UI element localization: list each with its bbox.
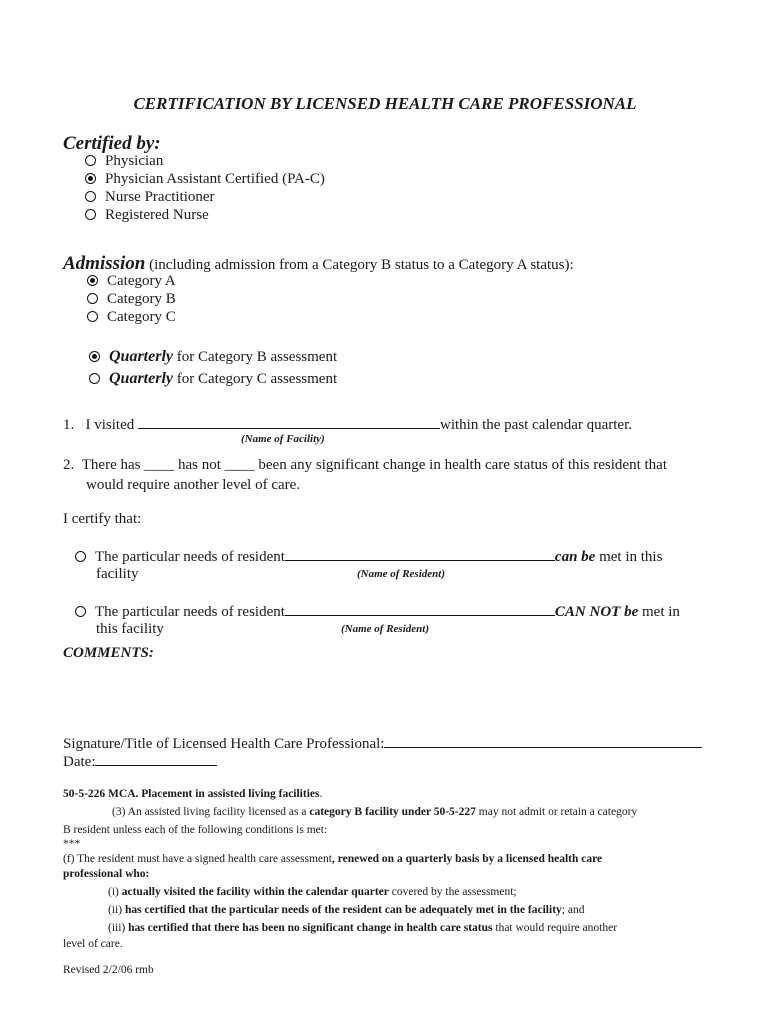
item-2-line-2: would require another level of care. bbox=[86, 477, 301, 493]
admission-heading bbox=[63, 253, 574, 275]
footer-revised: Revised 2/2/06 rmb bbox=[63, 964, 154, 976]
signature-field[interactable] bbox=[384, 734, 702, 748]
radio-icon[interactable] bbox=[87, 293, 98, 304]
resident-caption-1: (Name of Resident) bbox=[357, 568, 445, 580]
radio-icon[interactable] bbox=[85, 209, 96, 220]
certify-option-can-not-be-line-2: this facility bbox=[96, 621, 164, 637]
date-field[interactable] bbox=[95, 752, 217, 766]
statute-f-line-1: (f) The resident must have a signed health care assessment, renewed on a quarterly basis by a licensed health care bbox=[63, 853, 603, 865]
radio-icon[interactable] bbox=[87, 311, 98, 322]
statute-i: (i) actually visited the facility within the calendar quarter covered by the assessment; bbox=[108, 886, 517, 898]
admission-option-category-b[interactable]: Category B bbox=[87, 291, 176, 308]
page-title: CERTIFICATION BY LICENSED HEALTH CARE PROFESSIONAL bbox=[133, 94, 637, 113]
certified-option-registered-nurse[interactable]: Registered Nurse bbox=[85, 207, 209, 224]
certify-option-can-be-line-2: facility bbox=[96, 566, 139, 582]
facility-caption: (Name of Facility) bbox=[241, 433, 325, 445]
radio-icon[interactable] bbox=[75, 551, 86, 562]
statute-ii: (ii) has certified that the particular needs of the resident can be adequately met in the facility; and bbox=[108, 904, 585, 916]
radio-icon[interactable] bbox=[85, 191, 96, 202]
radio-selected-icon[interactable] bbox=[87, 275, 98, 286]
radio-icon[interactable] bbox=[85, 155, 96, 166]
admission-option-category-a[interactable]: Category A bbox=[87, 273, 176, 290]
statute-paragraph-3-cont: B resident unless each of the following conditions is met: bbox=[63, 824, 328, 836]
date-row: Date: bbox=[63, 752, 217, 771]
radio-icon[interactable] bbox=[89, 373, 100, 384]
quarterly-option-category-b[interactable]: Quarterly for Category B assessment bbox=[89, 348, 337, 366]
certify-option-can-be[interactable]: The particular needs of resident can be met in this bbox=[75, 547, 662, 566]
statute-iii: (iii) has certified that there has been no significant change in health care status that would require another bbox=[108, 922, 618, 934]
resident-name-field-2[interactable] bbox=[285, 602, 555, 616]
certified-option-nurse-practitioner[interactable]: Nurse Practitioner bbox=[85, 189, 215, 206]
certified-option-pa-c[interactable]: Physician Assistant Certified (PA-C) bbox=[85, 171, 325, 188]
resident-name-field-1[interactable] bbox=[285, 547, 555, 561]
radio-icon[interactable] bbox=[75, 606, 86, 617]
facility-name-field[interactable] bbox=[138, 415, 440, 429]
statute-ellipsis: *** bbox=[63, 838, 81, 850]
admission-note: (including admission from a Category B status to a Category A status): bbox=[149, 257, 574, 273]
quarterly-option-category-c[interactable]: Quarterly for Category C assessment bbox=[89, 370, 337, 388]
statute-iii-cont: level of care. bbox=[63, 938, 123, 950]
certify-option-can-not-be[interactable]: The particular needs of resident CAN NOT be met in bbox=[75, 602, 680, 621]
signature-row: Signature/Title of Licensed Health Care Professional: bbox=[63, 734, 702, 753]
admission-option-category-c[interactable]: Category C bbox=[87, 309, 176, 326]
statute-heading: 50-5-226 MCA. Placement in assisted living facilities. bbox=[63, 788, 323, 800]
certify-intro: I certify that: bbox=[63, 511, 142, 527]
statute-paragraph-3: (3) An assisted living facility licensed as a category B facility under 50-5-227 may not admit or retain a category bbox=[112, 806, 638, 818]
item-1: 1. I visited within the past calendar quarter. bbox=[63, 417, 633, 433]
comments-label: COMMENTS: bbox=[63, 645, 154, 661]
resident-caption-2: (Name of Resident) bbox=[341, 623, 429, 635]
certified-by-label: Certified by: bbox=[63, 133, 161, 154]
radio-selected-icon[interactable] bbox=[89, 351, 100, 362]
statute-f-line-2: professional who: bbox=[63, 868, 150, 880]
radio-selected-icon[interactable] bbox=[85, 173, 96, 184]
certified-option-physician[interactable]: Physician bbox=[85, 153, 163, 170]
item-2-line-1: 2. There has ____ has not ____ been any significant change in health care status of this resident that bbox=[63, 457, 667, 473]
admission-label: Admission bbox=[63, 253, 146, 274]
